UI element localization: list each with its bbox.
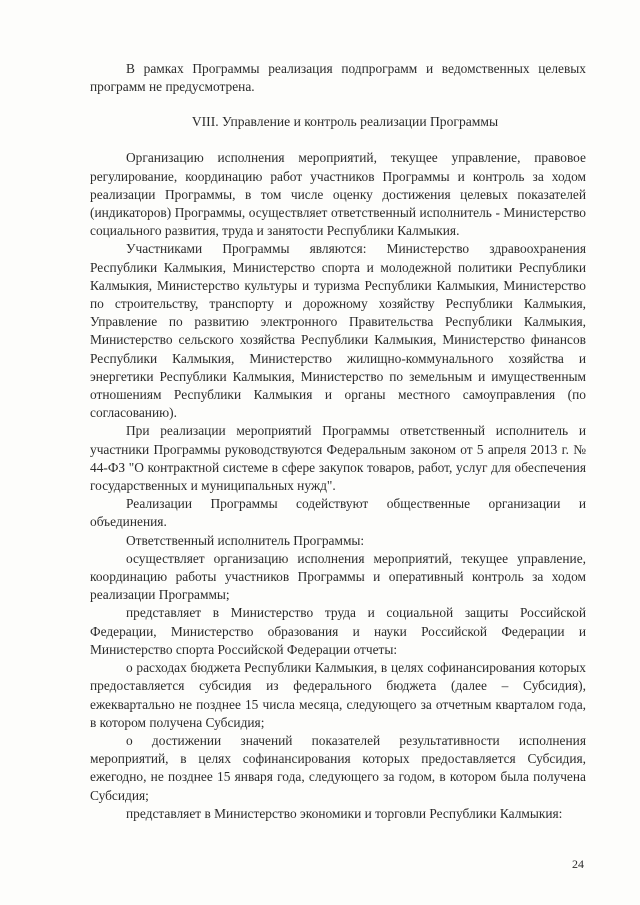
paragraph-participants: Участниками Программы являются: Министерство здравоохранения Республики Калмыкия, Министерство спорта и молодежной политики Республики Калмыкия, Министерство культуры и туризма Республики Калмыкия, Министерство по строительству, транспорту и дорожному хозяйству Республики Калмыкия, Управление по развитию электронного Правительства Республики Калмыкия, Министерство сельского хозяйства Республики Калмыкия, Министерство финансов Республики Калмыкия, Министерство жилищно-коммунального хозяйства и энергетики Республики Калмыкия, Министерство по земельным и имущественным отношениям Республики Калмыкия и органы местного самоуправления (по согласованию). [90,241,586,421]
paragraph-public-organizations: Реализации Программы содействуют общественные организации и объединения. [90,496,586,530]
paragraph-organization: Организацию исполнения мероприятий, текущее управление, правовое регулирование, координацию работ участников Программы и контроль за ходом реализации Программы, в том числе оценку достижения целевых показателей (индикаторов) Программы, осуществляет ответственный исполнитель - Министерство социального развития, труда и занятости Республики Калмыкия. [90,150,586,239]
paragraph-organizes-execution: осуществляет организацию исполнения мероприятий, текущее управление, координацию работы участников Программы и оперативный контроль за ходом реализации Программы; [90,550,586,603]
intro-paragraph: В рамках Программы реализация подпрограмм и ведомственных целевых программ не предусмотрена. [90,61,586,95]
document-page [90,60,586,823]
paragraph-responsible-executor: Ответственный исполнитель Программы: [126,532,365,548]
page-number: 24 [572,857,584,871]
paragraph-federal-law: При реализации мероприятий Программы ответственный исполнитель и участники Программы руководствуются Федеральным законом от 5 апреля 2013 г. № 44-ФЗ "О контрактной системе в сфере закупок товаров, работ, услуг для обеспечения государственных и муниципальных нужд". [90,423,586,494]
paragraph-economy-ministry: представляет в Министерство экономики и торговли Республики Калмыкия: [126,805,563,821]
paragraph-budget-expenses: о расходах бюджета Республики Калмыкия, в целях софинансирования которых предоставляется субсидия из федерального бюджета (далее – Субсидия), ежеквартально не позднее 15 числа месяца, следующего за отчетным кварталом года, в котором получена Субсидия; [90,660,586,730]
section-title: VIII. Управление и контроль реализации Программы [191,114,499,130]
paragraph-reports-ministries: представляет в Министерство труда и социальной защиты Российской Федерации, Министерство образования и науки Российской Федерации и Министерство спорта Российской Федерации отчеты: [90,605,586,657]
paragraph-performance-indicators: о достижении значений показателей результативности исполнения мероприятий, в целях софинансирования которых предоставляется Субсидия, ежегодно, не позднее 15 января года, следующего за годом, в котором была получена Субсидия; [90,732,586,803]
